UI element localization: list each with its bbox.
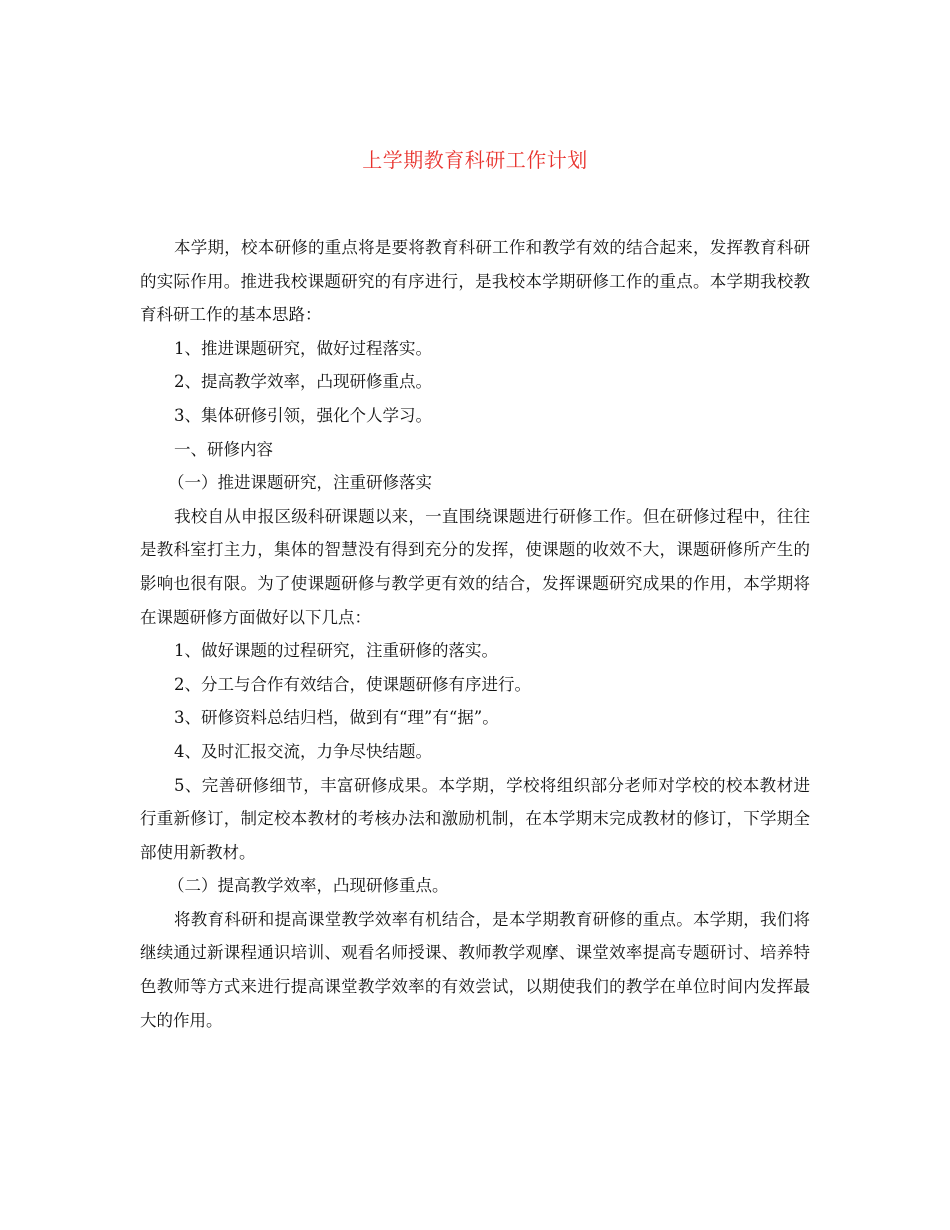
subsection-heading: （一）推进课题研究，注重研修落实 bbox=[168, 473, 432, 493]
list-item: 5、完善研修细节，丰富研修成果。本学期，学校将组织部分老师对学校的校本教材进行重新修订，制定校本教材的考核办法和激励机制，在本学期末完成教材的修订，下学期全部使用新教材。 bbox=[140, 775, 810, 862]
list-item: 1、做好课题的过程研究，注重研修的落实。 bbox=[174, 641, 498, 661]
list-item: 4、及时汇报交流，力争尽快结题。 bbox=[174, 741, 432, 761]
intro-paragraph: 本学期，校本研修的重点将是要将教育科研工作和教学有效的结合起来，发挥教育科研的实际作用。推进我校课题研究的有序进行，是我校本学期研修工作的重点。本学期我校教育科研工作的基本思路： bbox=[140, 238, 810, 325]
body-paragraph: 将教育科研和提高课堂教学效率有机结合，是本学期教育研修的重点。本学期，我们将继续通过新课程通识培训、观看名师授课、教师教学观摩、课堂效率提高专题研讨、培养特色教师等方式来进行提高课堂教学效率的有效尝试，以期使我们的教学在单位时间内发挥最大的作用。 bbox=[140, 909, 810, 1030]
list-item: 2、分工与合作有效结合，使课题研修有序进行。 bbox=[174, 674, 531, 694]
list-item: 2、提高教学效率，凸现研修重点。 bbox=[174, 372, 432, 392]
subsection-heading: （二）提高教学效率，凸现研修重点。 bbox=[168, 876, 449, 896]
document-title: 上学期教育科研工作计划 bbox=[362, 148, 588, 172]
section-heading: 一、研修内容 bbox=[174, 439, 273, 459]
document-body bbox=[140, 231, 810, 1037]
list-item: 3、集体研修引领，强化个人学习。 bbox=[174, 405, 432, 425]
list-item: 1、推进课题研究，做好过程落实。 bbox=[174, 338, 432, 358]
list-item: 3、研修资料总结归档，做到有“理”有“据”。 bbox=[174, 708, 499, 728]
body-paragraph: 我校自从申报区级科研课题以来，一直围绕课题进行研修工作。但在研修过程中，往往是教科室打主力，集体的智慧没有得到充分的发挥，使课题的收效不大，课题研修所产生的影响也很有限。为了使课题研修与教学更有效的结合，发挥课题研究成果的作用，本学期将在课题研修方面做好以下几点： bbox=[140, 506, 810, 627]
